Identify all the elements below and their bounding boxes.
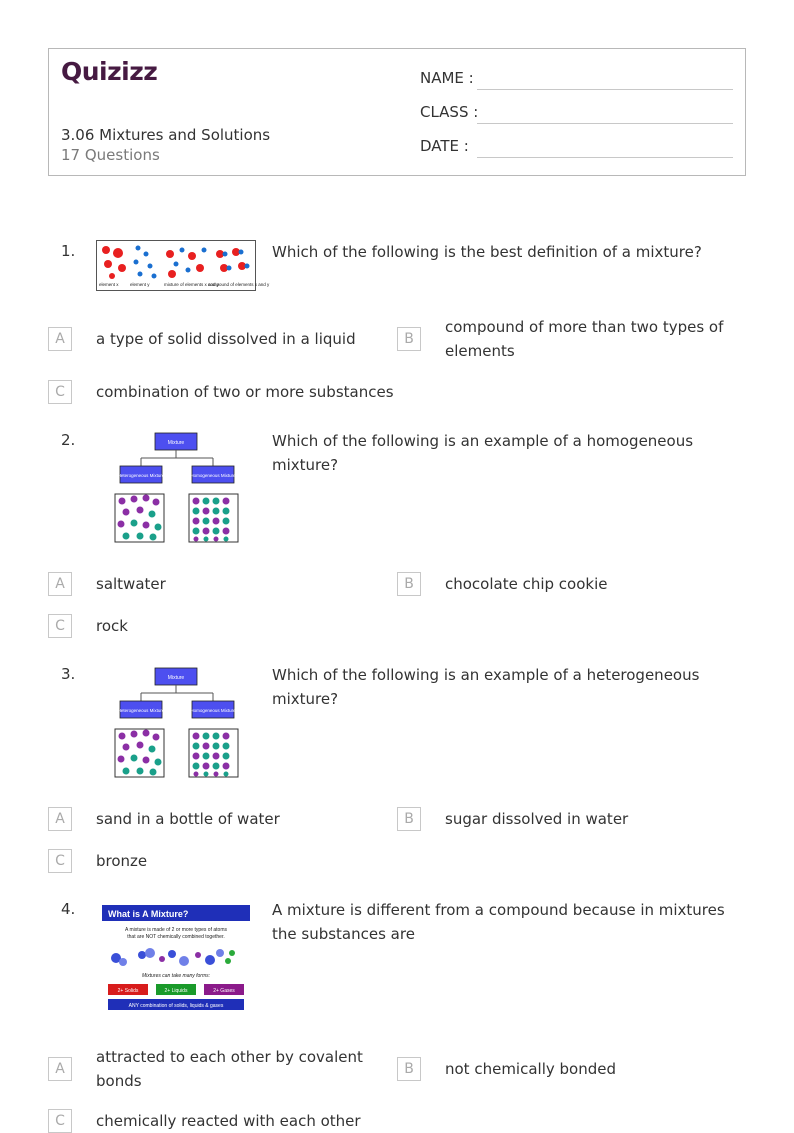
class-label: CLASS : [420,103,479,121]
diagram-label: Mixture [167,675,185,681]
option-letter[interactable]: B [397,1057,421,1081]
quizizz-logo: Quizizz [61,57,158,86]
image-text: 2+ Liquids [164,988,188,994]
question-text: Which of the following is the best definition of a mixture? [272,243,702,261]
date-label: DATE : [420,137,469,155]
question-number: 2. [61,431,76,449]
question-number: 3. [61,665,76,683]
image-label: element y [130,282,150,287]
question-count: 17 Questions [61,146,160,164]
option-letter[interactable]: C [48,1109,72,1133]
image-label: mixture of elements x and y [164,282,220,287]
option-text: compound of more than two types of elements [445,318,724,360]
diagram-label: Heterogeneous Mixture [117,708,165,713]
image-text: ANY combination of solids, liquids & gases [128,1003,224,1009]
option-letter[interactable]: A [48,327,72,351]
option-text: bronze [96,852,148,870]
option-text: rock [96,617,128,635]
question-number: 1. [61,242,76,260]
image-text: 2+ Gases [213,988,235,994]
question-text: Which of the following is an example of a heterogeneous mixture? [272,666,700,708]
class-line[interactable] [477,123,733,124]
mixture-types-diagram [112,432,242,544]
diagram-label: Mixture [167,440,185,446]
image-text: Mixtures can take many forms: [141,973,211,979]
what-is-a-mixture-image [102,903,250,1015]
name-line[interactable] [477,89,733,90]
image-label: compound of elements x and y [208,282,270,287]
question-text: A mixture is different from a compound because in mixtures the substances are [272,901,725,943]
diagram-label: Homogeneous Mixture [190,708,236,713]
option-letter[interactable]: B [397,327,421,351]
image-text: that are NOT chemically combined together. [127,934,225,940]
option-text: not chemically bonded [445,1060,616,1078]
option-letter[interactable]: A [48,807,72,831]
diagram-label: Homogeneous Mixture [190,473,236,478]
mixture-types-diagram [112,667,242,779]
option-letter[interactable]: A [48,572,72,596]
option-letter[interactable]: B [397,807,421,831]
option-text: sand in a bottle of water [96,810,280,828]
worksheet-header [48,48,746,176]
question-text: Which of the following is an example of a homogeneous mixture? [272,432,694,474]
option-letter[interactable]: C [48,380,72,404]
option-letter[interactable]: A [48,1057,72,1081]
question-number: 4. [61,900,76,918]
option-text: attracted to each other by covalent bonds [96,1048,363,1090]
option-text: chemically reacted with each other [96,1112,361,1130]
option-text: saltwater [96,575,166,593]
diagram-label: Heterogeneous Mixture [117,473,165,478]
quiz-title: 3.06 Mixtures and Solutions [61,126,271,144]
name-label: NAME : [420,69,474,87]
image-text: 2+ Solids [117,988,139,994]
image-text: A mixture is made of 2 or more types of atoms [125,927,227,933]
date-line[interactable] [477,157,733,158]
elements-mixture-image [96,240,270,291]
image-title: What is A Mixture? [108,909,189,919]
option-text: sugar dissolved in water [445,810,629,828]
image-label: element x [99,282,119,287]
option-text: combination of two or more substances [96,383,394,401]
option-text: chocolate chip cookie [445,575,608,593]
option-letter[interactable]: C [48,614,72,638]
option-text: a type of solid dissolved in a liquid [96,330,356,348]
option-letter[interactable]: C [48,849,72,873]
option-letter[interactable]: B [397,572,421,596]
